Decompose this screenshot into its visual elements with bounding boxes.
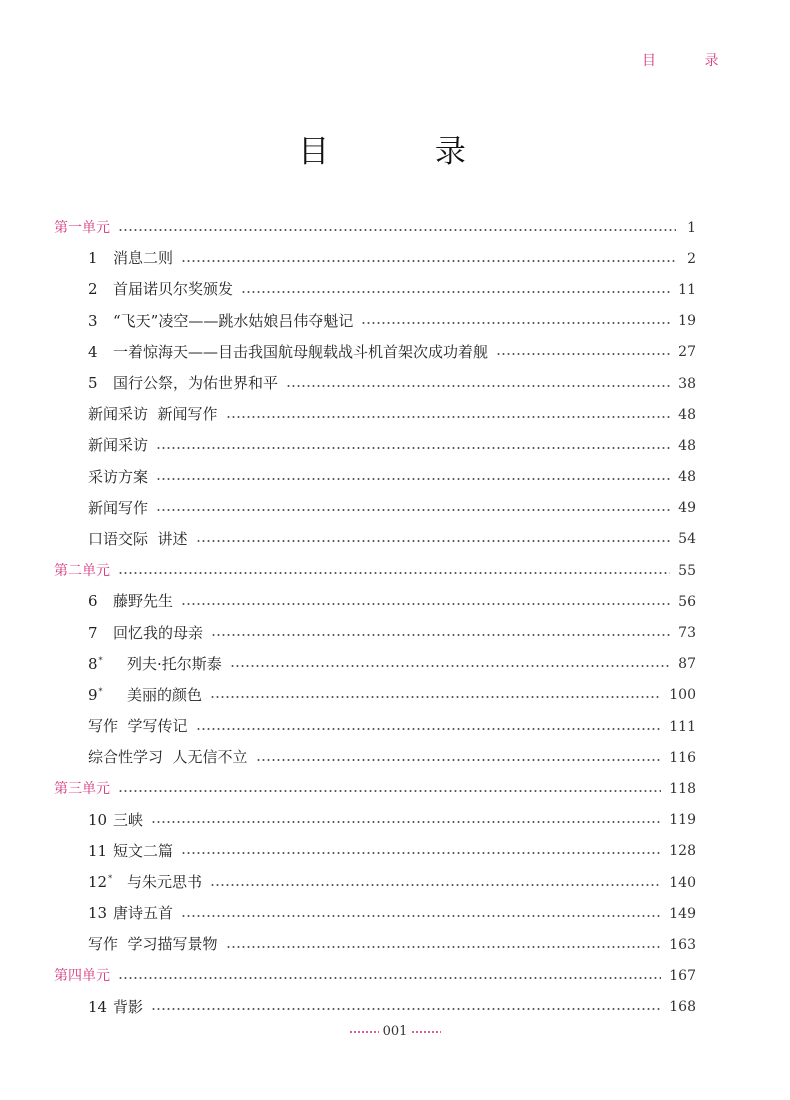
dot-leader [118,229,676,231]
dot-leader [181,852,661,854]
dot-leader [286,385,670,387]
toc-entry-title: 短文二篇 [113,841,174,860]
toc-entry-title: 回忆我的母亲 [113,623,204,642]
toc-entry-title: 新闻写作 [88,498,149,517]
dot-leader [118,572,670,574]
toc-entry-number [88,376,113,391]
self-study-mark: * [98,655,103,665]
toc-entry[interactable] [54,711,696,742]
dot-leader [210,696,661,698]
toc-entry-title: 综合性学习 人无信不立 [88,748,248,767]
toc-entry-number [88,810,113,829]
toc-page-number: 163 [669,936,696,953]
toc-entry[interactable] [54,742,696,773]
toc-page-number: 56 [678,593,696,610]
toc-entry-title: 与朱元思书 [127,873,203,892]
toc-entry[interactable] [54,430,696,461]
dot-leader [156,447,670,449]
toc-page-number: 116 [669,749,696,766]
toc-entry[interactable] [54,805,696,836]
toc-entry-number [88,841,113,860]
toc-page-number: 48 [678,469,696,486]
lesson-number: 11 [88,841,108,860]
toc-entry-title: 美丽的颜色 [127,685,203,704]
dot-leader [151,1008,661,1010]
footer-dots-right [411,1031,441,1033]
page-title: 目 录 [298,134,514,170]
toc-page-number: 118 [669,780,696,797]
lesson-number: 6 [88,592,98,611]
toc-entry-title: 唐诗五首 [113,904,174,923]
lesson-number: 4 [88,342,98,361]
dot-leader [151,821,661,823]
toc-entry-title: 口语交际 讲述 [88,529,188,548]
toc-page-number: 48 [678,406,696,423]
toc-page-number: 73 [678,625,696,642]
toc-entry-title: 第一单元 [54,219,110,236]
toc-entry-number [88,906,113,921]
dot-leader [156,509,670,511]
toc-entry-title: 消息二则 [113,249,174,268]
toc-entry-title: “飞天”凌空——跳水姑娘吕伟夺魁记 [113,311,354,330]
toc-page-number: 55 [678,562,696,579]
toc-page-number: 87 [678,656,696,673]
toc-entry[interactable] [54,368,696,399]
toc-entry-title: 一着惊海天——目击我国航母舰载战斗机首架次成功着舰 [113,342,489,361]
toc-unit-heading[interactable] [54,961,696,992]
toc-page-number: 27 [678,344,696,361]
lesson-number: 12 [88,873,108,892]
toc-entry-number [88,311,113,330]
lesson-number: 10 [88,810,108,829]
dot-leader [241,291,670,293]
toc-entry[interactable] [54,462,696,493]
section-header-label: 目 录 [642,53,741,69]
toc-entry-title: 列夫·托尔斯泰 [127,654,222,673]
toc-page-number: 11 [678,281,696,298]
toc-page-number: 54 [678,531,696,548]
toc-entry-title: 第三单元 [54,780,110,797]
toc-entry-number [88,875,113,890]
dot-leader [211,634,670,636]
toc-entry-number [88,623,113,642]
toc-page-number: 119 [669,812,696,829]
lesson-number: 14 [88,997,108,1016]
toc-page-number: 128 [669,843,696,860]
toc-entry[interactable] [54,649,696,680]
toc-unit-heading[interactable] [54,212,696,243]
toc-page-number: 48 [678,437,696,454]
toc-entry-title: 三峡 [113,810,144,829]
toc-entry[interactable] [54,680,696,711]
toc-entry[interactable] [54,274,696,305]
toc-page-number: 19 [678,313,696,330]
lesson-number: 1 [88,249,98,268]
dot-leader [118,977,661,979]
toc-entry-number [88,997,113,1016]
toc-entry-title: 采访方案 [88,467,149,486]
toc-page-number: 168 [669,999,696,1016]
toc-page-number: 100 [669,687,696,704]
dot-leader [226,416,671,418]
dot-leader [181,915,661,917]
lesson-number: 5 [88,374,98,393]
toc-entry[interactable] [54,836,696,867]
dot-leader [496,353,670,355]
page-footer [0,1024,790,1039]
lesson-number: 2 [88,280,98,299]
toc-unit-heading[interactable] [54,773,696,804]
toc-entry-title: 写作 学习描写景物 [88,935,218,954]
toc-entry-title: 背影 [113,997,144,1016]
toc-entry[interactable] [54,929,696,960]
lesson-number: 7 [88,623,98,642]
dot-leader [196,540,671,542]
lesson-number: 3 [88,311,98,330]
lesson-number: 13 [88,904,108,923]
toc-entry-title: 新闻采访 [88,436,149,455]
dot-leader [181,603,670,605]
table-of-contents [54,212,696,1023]
footer-dots-left [349,1031,379,1033]
toc-page-number: 2 [687,250,696,267]
toc-entry[interactable] [54,898,696,929]
toc-page-number: 111 [669,718,696,735]
lesson-number: 9 [88,685,98,704]
dot-leader [156,478,670,480]
toc-entry-number [88,594,113,609]
dot-leader [181,260,676,262]
toc-entry[interactable] [54,524,696,555]
toc-entry-number [88,654,113,673]
toc-entry-title: 藤野先生 [113,592,174,611]
toc-entry[interactable] [54,399,696,430]
toc-entry-title: 国行公祭，为佑世界和平 [113,374,279,393]
toc-unit-heading[interactable] [54,555,696,586]
toc-entry[interactable] [54,867,696,898]
toc-entry[interactable] [54,586,696,617]
page-number: 001 [382,1024,408,1039]
toc-entry[interactable] [54,337,696,368]
toc-entry-number [88,342,113,361]
dot-leader [230,665,670,667]
toc-entry-number [88,282,113,297]
toc-entry[interactable] [54,992,696,1023]
dot-leader [226,946,662,948]
toc-entry[interactable] [54,493,696,524]
toc-page-number: 140 [669,874,696,891]
toc-page-number: 149 [669,905,696,922]
dot-leader [118,790,661,792]
toc-entry-title: 首届诺贝尔奖颁发 [113,280,234,299]
toc-page-number: 167 [669,968,696,985]
lesson-number: 8 [88,654,98,673]
dot-leader [196,728,662,730]
toc-entry[interactable] [54,306,696,337]
toc-page-number: 1 [687,219,696,236]
dot-leader [361,322,670,324]
toc-entry[interactable] [54,243,696,274]
toc-entry-title: 写作 学写传记 [88,717,188,736]
toc-entry-title: 第二单元 [54,562,110,579]
dot-leader [256,759,662,761]
toc-entry[interactable] [54,617,696,648]
dot-leader [210,884,661,886]
toc-entry-title: 新闻采访 新闻写作 [88,405,218,424]
toc-page-number: 49 [678,500,696,517]
toc-entry-number [88,251,113,266]
self-study-mark: * [98,686,103,696]
self-study-mark: * [108,874,113,884]
toc-page-number: 38 [678,375,696,392]
toc-entry-number [88,685,113,704]
toc-entry-title: 第四单元 [54,968,110,985]
